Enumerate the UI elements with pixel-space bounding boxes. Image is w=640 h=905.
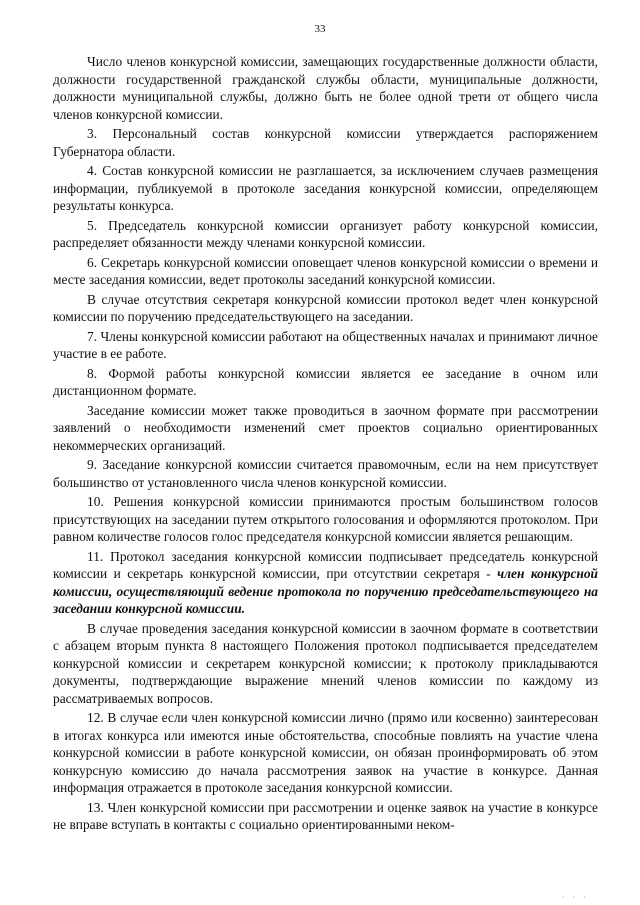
scan-specks: · · · — [562, 893, 589, 902]
emphasized-text: член конкурсной комиссии, осуществляющий ведение протокола по поручению председательствующего на заседании конкурсной комиссии. — [53, 566, 598, 616]
paragraph: 4. Состав конкурсной комиссии не разглашается, за исключением случаев размещения информации, публикуемой в протоколе заседания конкурсной комиссии, определяющем результаты конкурса. — [53, 163, 598, 213]
paragraph: 3. Персональный состав конкурсной комиссии утверждается распоряжением Губернатора области. — [53, 126, 598, 159]
paragraph: В случае отсутствия секретаря конкурсной комиссии протокол ведет член конкурсной комиссии по поручению председательствующего на заседании. — [53, 291, 598, 324]
paragraph: Число членов конкурсной комиссии, замещающих государственные должности области, должности государственной гражданской службы области, муниципальные должности, должности муниципальной службы, должно быть не более одной трети от общего числа членов конкурсной комиссии. — [53, 54, 598, 122]
paragraph-text: 11. Протокол заседания конкурсной комиссии подписывает председатель конкурсной комиссии и секретарь конкурсной комиссии, при отсутствии секретаря - — [53, 548, 598, 581]
paragraph: 8. Формой работы конкурсной комиссии является ее заседание в очном или дистанционном формате. — [53, 365, 598, 398]
paragraph: Заседание комиссии может также проводиться в заочном формате при рассмотрении заявлений о необходимости изменений смет проектов социально ориентированных некоммерческих организаций. — [53, 402, 598, 453]
paragraph: 10. Решения конкурсной комиссии принимаются простым большинством голосов присутствующих на заседании путем открытого голосования и оформляются протоколом. При равном количестве голосов голос председателя конкурсной комиссии является решающим. — [53, 494, 598, 544]
paragraph: 9. Заседание конкурсной комиссии считается правомочным, если на нем присутствует большинство от установленного числа членов конкурсной комиссии. — [53, 457, 598, 490]
paragraph: 5. Председатель конкурсной комиссии организует работу конкурсной комиссии, распределяет обязанности между членами конкурсной комиссии. — [53, 217, 598, 250]
document-body — [53, 53, 598, 836]
paragraph: 7. Члены конкурсной комиссии работают на общественных началах и принимают личное участие в ее работе. — [53, 328, 598, 361]
paragraph: 13. Член конкурсной комиссии при рассмотрении и оценке заявок на участие в конкурсе не вправе вступать в контакты с социально ориентированными неком- — [53, 799, 598, 832]
page-number: 33 — [314, 23, 326, 35]
paragraph-with-emphasis — [53, 548, 598, 618]
paragraph: 6. Секретарь конкурсной комиссии оповещает членов конкурсной комиссии о времени и месте заседания комиссии, ведет протоколы заседаний конкурсной комиссии. — [53, 254, 598, 287]
paragraph: В случае проведения заседания конкурсной комиссии в заочном формате в соответствии с абзацем вторым пункта 8 настоящего Положения протокол подписывается председателем конкурсной комиссии и секретарем конкурсной комиссии; к протоколу прикладываются документы, подтверждающие выражение мнений членов комиссии по каждому из рассматриваемых вопросов. — [53, 620, 598, 706]
paragraph: 12. В случае если член конкурсной комиссии лично (прямо или косвенно) заинтересован в итогах конкурса или имеются иные обстоятельства, способные повлиять на участие члена конкурсной комиссии в работе конкурсной комиссии, он обязан проинформировать об этом конкурсную комиссию до начала рассмотрения заявок на участие в конкурсе. Данная информация отражается в протоколе заседания конкурсной комиссии. — [53, 710, 598, 795]
